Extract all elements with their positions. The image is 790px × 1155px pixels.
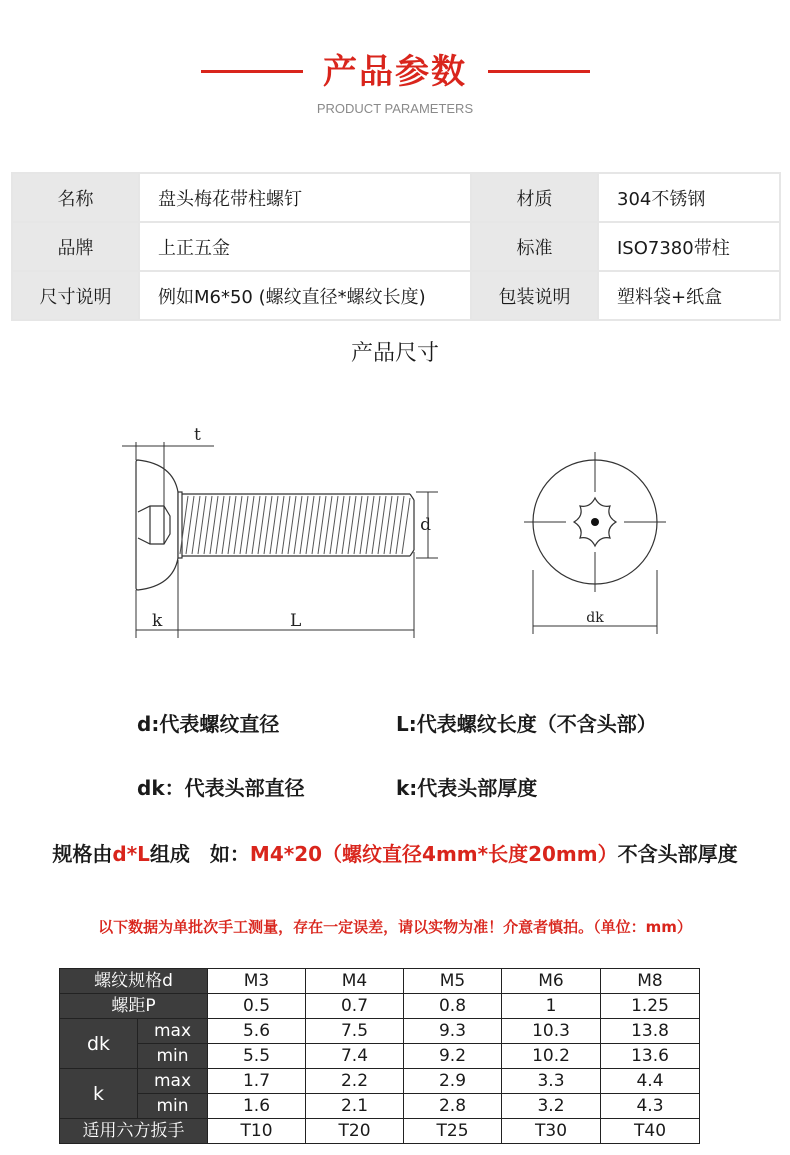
table-row [60, 1094, 700, 1119]
table-row [60, 1119, 700, 1144]
screw-head-top-diagram [520, 452, 670, 642]
wrench-cell: T25 [404, 1119, 502, 1144]
max-label: max [138, 1069, 208, 1094]
size-cell: M5 [404, 969, 502, 994]
table-row [60, 1019, 700, 1044]
param-value: 上正五金 [139, 222, 471, 271]
legend-k: k:代表头部厚度 [396, 776, 538, 800]
min-label: min [138, 1094, 208, 1119]
screw-side-diagram [118, 420, 438, 650]
size-cell: M8 [601, 969, 700, 994]
param-label: 材质 [471, 173, 598, 222]
table-row [60, 1044, 700, 1069]
wrench-label: 适用六方扳手 [60, 1119, 208, 1144]
k-max-cell: 4.4 [601, 1069, 700, 1094]
pitch-cell: 0.5 [208, 994, 306, 1019]
pitch-cell: 1 [502, 994, 601, 1019]
pitch-label: 螺距P [60, 994, 208, 1019]
param-value: ISO7380带柱 [598, 222, 780, 271]
dk-min-cell: 10.2 [502, 1044, 601, 1069]
dk-label: dk [60, 1019, 138, 1069]
section-title-dimensions: 产品尺寸 [350, 341, 439, 366]
param-label: 尺寸说明 [12, 271, 139, 320]
param-label: 包装说明 [471, 271, 598, 320]
dk-max-cell: 9.3 [404, 1019, 502, 1044]
dk-min-cell: 13.6 [601, 1044, 700, 1069]
k-max-cell: 1.7 [208, 1069, 306, 1094]
k-max-cell: 3.3 [502, 1069, 601, 1094]
page-title: 产品参数 [323, 52, 467, 92]
dk-min-cell: 5.5 [208, 1044, 306, 1069]
min-label: min [138, 1044, 208, 1069]
legend-dk: dk：代表头部直径 [137, 776, 305, 800]
diagram-label-d: d [420, 515, 431, 535]
size-cell: M6 [502, 969, 601, 994]
diagram-label-k: k [152, 611, 163, 631]
pitch-cell: 1.25 [601, 994, 700, 1019]
param-value: 盘头梅花带柱螺钉 [139, 173, 471, 222]
param-label: 标准 [471, 222, 598, 271]
table-row [60, 969, 700, 994]
table-row [60, 1069, 700, 1094]
k-min-cell: 3.2 [502, 1094, 601, 1119]
spec-mid: 组成 如： [149, 842, 250, 866]
k-max-cell: 2.2 [306, 1069, 404, 1094]
k-min-cell: 4.3 [601, 1094, 700, 1119]
spec-dl: d*L [112, 842, 150, 866]
spec-suffix: 不含头部厚度 [617, 842, 738, 866]
diagram-label-L: L [290, 611, 302, 631]
spec-example: M4*20（螺纹直径4mm*长度20mm） [249, 842, 618, 866]
wrench-cell: T20 [306, 1119, 404, 1144]
wrench-cell: T40 [601, 1119, 700, 1144]
max-label: max [138, 1019, 208, 1044]
diagram-label-dk: dk [586, 610, 604, 626]
page-subtitle: PRODUCT PARAMETERS [316, 101, 474, 116]
k-max-cell: 2.9 [404, 1069, 502, 1094]
size-table [59, 968, 700, 1144]
wrench-cell: T10 [208, 1119, 306, 1144]
k-label: k [60, 1069, 138, 1119]
pitch-cell: 0.7 [306, 994, 404, 1019]
param-value: 塑料袋+纸盒 [598, 271, 780, 320]
dk-min-cell: 7.4 [306, 1044, 404, 1069]
diagram-label-t: t [194, 425, 201, 445]
dk-min-cell: 9.2 [404, 1044, 502, 1069]
size-cell: M3 [208, 969, 306, 994]
legend-d: d:代表螺纹直径 [137, 712, 280, 736]
param-row [12, 271, 780, 320]
param-row [12, 222, 780, 271]
table-row [60, 994, 700, 1019]
parameter-table [11, 172, 781, 321]
k-min-cell: 2.8 [404, 1094, 502, 1119]
spec-line [0, 838, 790, 867]
legend-L: L:代表螺纹长度（不含头部） [396, 712, 657, 736]
k-min-cell: 2.1 [306, 1094, 404, 1119]
header-label: 螺纹规格d [60, 969, 208, 994]
param-label: 品牌 [12, 222, 139, 271]
dk-max-cell: 10.3 [502, 1019, 601, 1044]
dk-max-cell: 13.8 [601, 1019, 700, 1044]
param-value: 例如M6*50 (螺纹直径*螺纹长度) [139, 271, 471, 320]
pitch-cell: 0.8 [404, 994, 502, 1019]
dk-max-cell: 7.5 [306, 1019, 404, 1044]
param-label: 名称 [12, 173, 139, 222]
measurement-note: 以下数据为单批次手工测量，存在一定误差，请以实物为准！介意者慎拍。（单位：mm） [98, 918, 692, 936]
param-value: 304不锈钢 [598, 173, 780, 222]
spec-prefix: 规格由 [52, 842, 113, 866]
dk-max-cell: 5.6 [208, 1019, 306, 1044]
size-cell: M4 [306, 969, 404, 994]
wrench-cell: T30 [502, 1119, 601, 1144]
k-min-cell: 1.6 [208, 1094, 306, 1119]
param-row [12, 173, 780, 222]
